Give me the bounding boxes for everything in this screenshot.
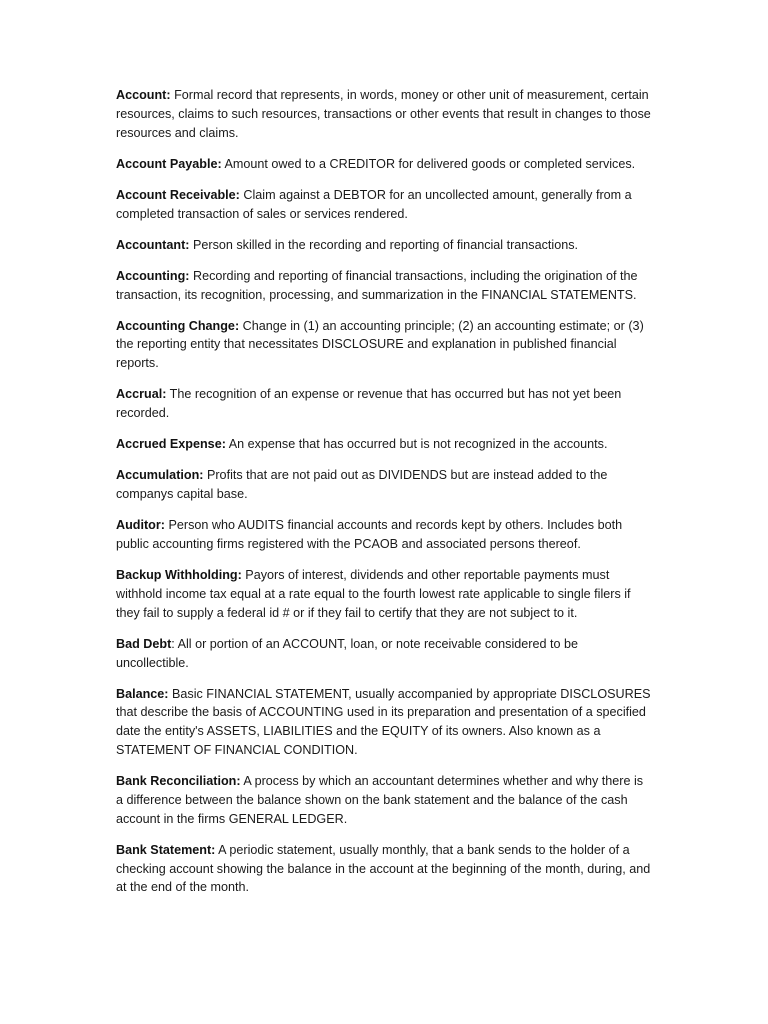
glossary-entry-accounting: [116, 267, 652, 305]
glossary-term: Accounting:: [116, 268, 190, 283]
glossary-entry-backup-withholding: [116, 566, 652, 622]
glossary-term: Account:: [116, 88, 171, 102]
glossary-entry-account: [116, 86, 652, 142]
glossary-definition: Claim against a DEBTOR for an uncollected amount, generally from a completed transaction of sales or services rendered.: [116, 187, 632, 221]
glossary-entry-accumulation: [116, 466, 652, 504]
glossary-term: Account Receivable:: [116, 187, 240, 202]
glossary-term: Bank Reconciliation:: [116, 774, 241, 789]
glossary-entry-accounting-change: [116, 317, 652, 373]
glossary-list: [116, 86, 652, 910]
glossary-definition: Change in (1) an accounting principle; (2) an accounting estimate; or (3) the reporting entity that necessitates DISCLOSURE and explanation in published financial reports.: [116, 318, 644, 371]
glossary-term: Accrued Expense:: [116, 437, 226, 452]
glossary-definition: Amount owed to a CREDITOR for delivered goods or completed services.: [221, 156, 636, 171]
glossary-entry-balance: [116, 685, 652, 760]
glossary-term: Accumulation:: [116, 468, 204, 483]
glossary-entry-accrued-expense: [116, 435, 652, 454]
glossary-term: Bad Debt: [116, 636, 172, 651]
glossary-term: Account Payable:: [116, 156, 222, 171]
glossary-entry-bad-debt: [116, 635, 652, 673]
glossary-definition: An expense that has occurred but is not recognized in the accounts.: [225, 437, 608, 452]
glossary-entry-bank-statement: [116, 841, 652, 897]
glossary-definition: Person skilled in the recording and reporting of financial transactions.: [189, 237, 578, 252]
glossary-entry-accountant: [116, 236, 652, 255]
glossary-term: Bank Statement:: [116, 842, 216, 857]
glossary-entry-account-receivable: [116, 186, 652, 224]
glossary-term: Auditor:: [116, 518, 165, 533]
glossary-entry-accrual: [116, 385, 652, 423]
glossary-definition: : All or portion of an ACCOUNT, loan, or note receivable considered to be uncollectible.: [116, 636, 579, 670]
glossary-definition: The recognition of an expense or revenue that has occurred but has not yet been recorded.: [116, 387, 622, 421]
glossary-definition: Payors of interest, dividends and other reportable payments must withhold income tax equal at a rate equal to the fourth lowest rate applicable to single filers if they fail to supply a federal id # or if they fail to certify that they are not subject to it.: [116, 568, 631, 620]
glossary-entry-bank-reconciliation: [116, 772, 652, 828]
glossary-definition: Person who AUDITS financial accounts and records kept by others. Includes both public accounting firms registered with the PCAOB and associated persons thereof.: [116, 518, 623, 552]
glossary-definition: Profits that are not paid out as DIVIDENDS but are instead added to the companys capital base.: [116, 468, 608, 502]
glossary-term: Accountant:: [116, 237, 190, 252]
glossary-definition: Recording and reporting of financial transactions, including the origination of the transaction, its recognition, processing, and summarization in the FINANCIAL STATEMENTS.: [116, 268, 638, 302]
glossary-definition: A periodic statement, usually monthly, that a bank sends to the holder of a checking account showing the balance in the account at the beginning of the month, during, and at the end of the month.: [116, 842, 651, 895]
glossary-definition: A process by which an accountant determines whether and why there is a difference between the balance shown on the bank statement and the balance of the cash account in the firms GENERAL LEDGER.: [116, 774, 644, 826]
glossary-entry-account-payable: [116, 155, 652, 174]
glossary-definition: Formal record that represents, in words, money or other unit of measurement, certain resources, claims to such resources, transactions or other events that result in changes to those resources and claims.: [116, 88, 651, 140]
glossary-entry-auditor: [116, 516, 652, 554]
glossary-term: Backup Withholding:: [116, 568, 242, 583]
glossary-term: Balance:: [116, 686, 169, 701]
glossary-term: Accounting Change:: [116, 318, 240, 333]
glossary-term: Accrual:: [116, 387, 167, 402]
glossary-definition: Basic FINANCIAL STATEMENT, usually accompanied by appropriate DISCLOSURES that describe the basis of ACCOUNTING used in its preparation and presentation of a specified date the entity's ASSETS, LIABILITIES and the EQUITY of its owners. Also known as a STATEMENT OF FINANCIAL CONDITION.: [116, 686, 651, 758]
